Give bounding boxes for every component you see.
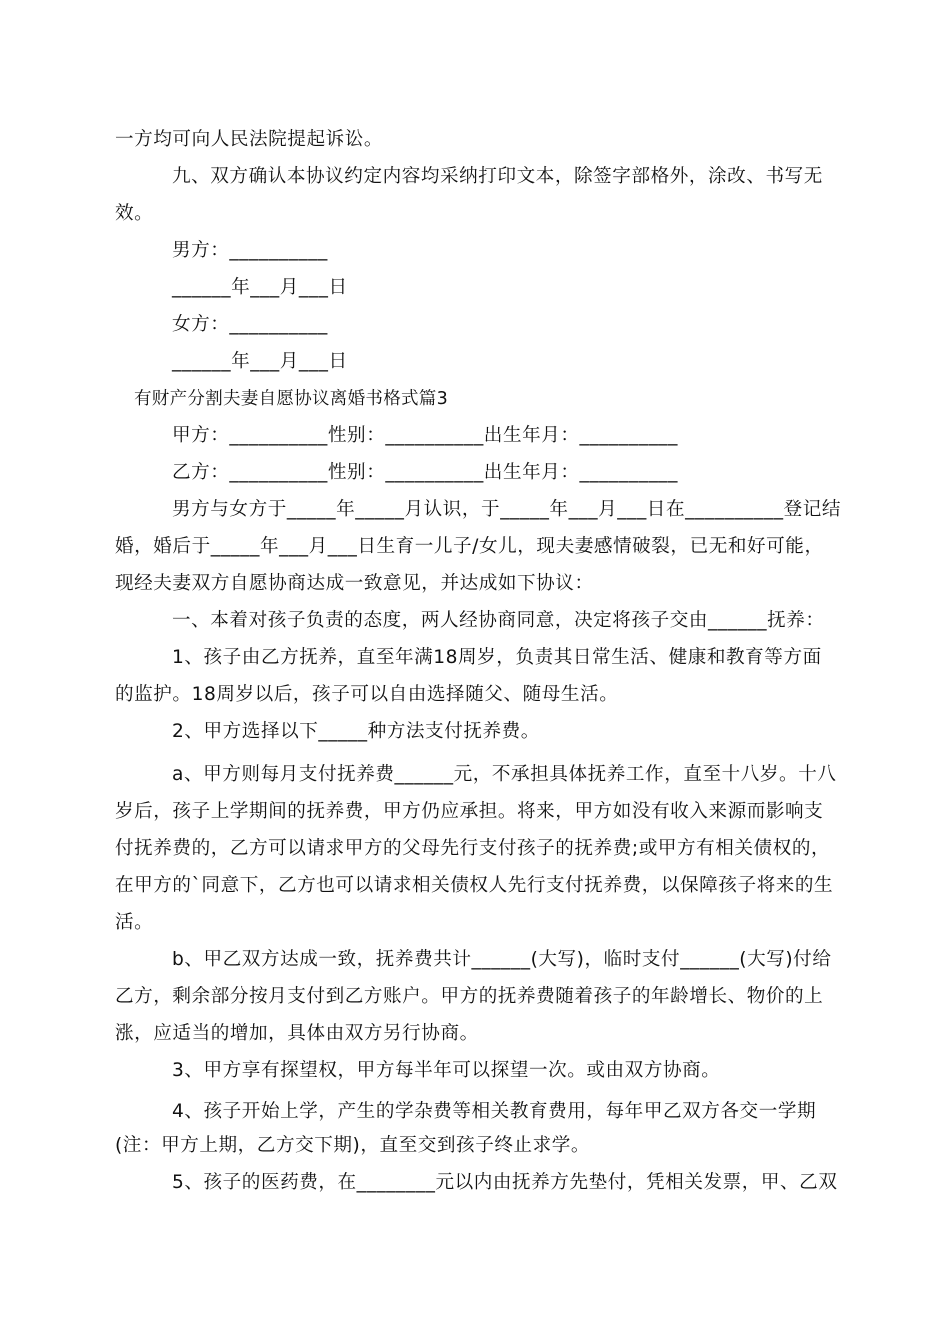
text-line: 活。 (115, 912, 154, 933)
text-line: 效。 (115, 203, 154, 224)
text-line: 1、孩子由乙方抚养，直至年满18周岁，负责其日常生活、健康和教育等方面 (172, 647, 822, 668)
text-line: 一方均可向人民法院提起诉讼。 (115, 129, 384, 150)
signature-line-female: 女方：__________ (172, 314, 328, 335)
text-line: 涨，应适当的增加，具体由双方另行协商。 (115, 1023, 479, 1044)
text-line: b、甲乙双方达成一致，抚养费共计______(大写)，临时支付______(大写)付给 (172, 949, 832, 970)
text-line: 现经夫妻双方自愿协商达成一致意见，并达成如下协议： (115, 573, 594, 594)
signature-line-male: 男方：__________ (172, 240, 328, 261)
text-line: 婚，婚后于_____年___月___日生育一儿子/女儿，现夫妻感情破裂，已无和好可能， (115, 536, 824, 557)
text-line: 5、孩子的医药费，在________元以内由抚养方先垫付，凭相关发票，甲、乙双 (172, 1172, 838, 1193)
text-line: 的监护。18周岁以后，孩子可以自由选择随父、随母生活。 (115, 684, 619, 705)
party-b-info: 乙方：__________性别：__________出生年月：__________ (172, 462, 678, 483)
section-heading: 有财产分割夫妻自愿协议离婚书格式篇3 (134, 389, 449, 409)
text-line: a、甲方则每月支付抚养费______元，不承担具体抚养工作，直至十八岁。十八 (172, 764, 837, 785)
text-line: 岁后，孩子上学期间的抚养费，甲方仍应承担。将来，甲方如没有收入来源而影响支 (115, 801, 824, 822)
date-line: ______年___月___日 (172, 277, 348, 298)
party-a-info: 甲方：__________性别：__________出生年月：__________ (172, 425, 678, 446)
text-line: 男方与女方于_____年_____月认识，于_____年___月___日在__________登记结 (172, 499, 841, 520)
text-line: (注：甲方上期，乙方交下期)，直至交到孩子终止求学。 (115, 1135, 591, 1156)
text-line: 4、孩子开始上学，产生的学杂费等相关教育费用，每年甲乙双方各交一学期 (172, 1101, 817, 1122)
text-line: 付抚养费的，乙方可以请求甲方的父母先行支付孩子的抚养费;或甲方有相关债权的， (115, 838, 831, 859)
text-line: 乙方，剩余部分按月支付到乙方账户。甲方的抚养费随着孩子的年龄增长、物价的上 (115, 986, 824, 1007)
text-line: 一、本着对孩子负责的态度，两人经协商同意，决定将孩子交由______抚养： (172, 610, 825, 631)
text-line: 2、甲方选择以下_____种方法支付抚养费。 (172, 721, 540, 742)
date-line: ______年___月___日 (172, 351, 348, 372)
text-line: 3、甲方享有探望权，甲方每半年可以探望一次。或由双方协商。 (172, 1060, 721, 1081)
text-line: 九、双方确认本协议约定内容均采纳打印文本，除签字部格外，涂改、书写无 (172, 166, 823, 187)
text-line: 在甲方的`同意下，乙方也可以请求相关债权人先行支付抚养费，以保障孩子将来的生 (115, 875, 834, 896)
